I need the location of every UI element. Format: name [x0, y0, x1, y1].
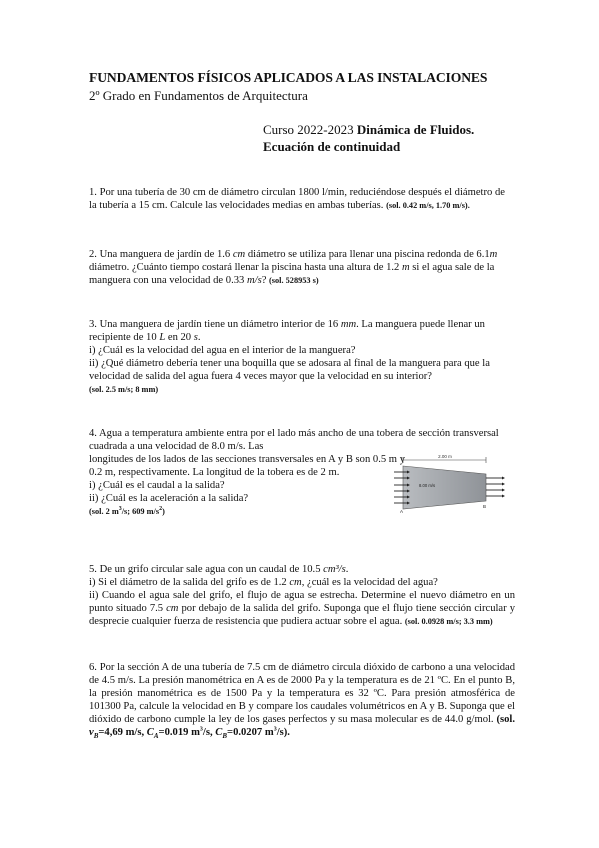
problem-6 — [89, 661, 515, 744]
subscript: B — [222, 732, 228, 741]
superscript: 3 — [199, 726, 203, 733]
unit: mm — [340, 319, 357, 330]
unit: cm — [166, 603, 179, 615]
speed-label: 8.00 m/s — [419, 483, 436, 488]
problem-2-solution: (sol. 528953 s) — [269, 276, 319, 286]
problem-5 — [89, 563, 515, 628]
problem-4-body — [89, 453, 407, 518]
problem-6-text: 6. Por la sección A de una tubería de 7.5 cm de diámetro circula dióxido de carbono a una velocidad de 4.5 m/s. La presión manométrica en A es de 2000 Pa y la temperatura es de 21 ºC. En el punto B, la presión manométrica es de 1500 Pa y la temperatura es 32 ºC. Para presión atmosférica de 101300 Pa, calcule la velocidad en B y compare los caudales volumétricos en A y B. Suponga que el dióxido de carbono cumple la ley de los gases perfectos y su masa molecular es de 44.0 g/mol. — [89, 662, 515, 726]
solution-text: =0.0207 m — [227, 727, 274, 739]
problem-4-text: 4. Agua a temperatura ambiente entra por el lado más ancho de una tobera de sección transversal cuadrada a una velocidad de 8.0 m/s. Las — [89, 428, 499, 453]
outlet-arrows — [486, 478, 502, 496]
problem-5-question-2: ii) Cuando el agua sale del grifo, el flujo de agua se estrecha. Determine el nuevo diámetro en un punto situado 7.5 — [89, 590, 515, 615]
problem-2-text: 2. Una manguera de jardín de 1.6 — [89, 249, 233, 260]
problem-3-text: . La manguera puede llenar un recipiente de 10 — [89, 319, 485, 344]
outlet-arrowheads — [502, 477, 505, 498]
problem-5-text: . — [345, 564, 349, 575]
document-title: FUNDAMENTOS FÍSICOS APLICADOS A LAS INSTALACIONES — [89, 70, 488, 85]
problem-3-question-2: ii) ¿Qué diámetro debería tener una boquilla que se adosara al final de la manguera para que la velocidad de salida del agua fuera 4 veces mayor que la velocidad en su interior? — [89, 358, 490, 383]
superscript: 2 — [159, 506, 163, 513]
problem-3-solution: (sol. 2.5 m/s; 8 mm) — [89, 385, 159, 395]
problem-4-solution — [89, 507, 165, 516]
course-heading — [263, 121, 563, 155]
problem-2-text: diámetro. ¿Cuánto tiempo costará llenar la piscina hasta una altura de 1.2 — [89, 262, 402, 274]
solution-symbol: C — [146, 727, 154, 739]
solution-text: (sol. 2 m — [89, 507, 119, 517]
point-a-label: A — [400, 509, 404, 514]
problem-1-solution: (sol. 0.42 m/s, 1.70 m/s). — [386, 201, 470, 211]
course-subtopic: Ecuación de continuidad — [263, 139, 401, 154]
course-year: Curso 2022-2023 — [263, 122, 357, 137]
problem-3-question-1: i) ¿Cuál es la velocidad del agua en el interior de la manguera? — [89, 345, 356, 357]
problem-3-text: en 20 — [165, 332, 194, 344]
unit: L — [159, 332, 166, 344]
solution-text: (sol. — [496, 714, 515, 726]
unit: m — [402, 262, 410, 274]
problem-5-question-1: i) Si el diámetro de la salida del grifo es de 1.2 — [89, 577, 290, 589]
solution-text: /s). — [276, 727, 290, 739]
problem-5-text: 5. De un grifo circular sale agua con un caudal de 10.5 — [89, 564, 324, 575]
problem-5-solution: (sol. 0.0928 m/s; 3.3 mm) — [404, 617, 493, 627]
problem-4-intro — [89, 427, 515, 453]
solution-text: =0.019 m — [158, 727, 200, 739]
problem-5-question-1: , ¿cuál es la velocidad del agua? — [301, 577, 438, 589]
problem-2-text: ? — [261, 275, 270, 287]
superscript: 3 — [273, 726, 277, 733]
unit: cm — [232, 249, 246, 260]
nozzle-figure — [393, 452, 518, 514]
unit: cm — [289, 577, 302, 589]
unit: s — [193, 332, 198, 344]
solution-text: ) — [162, 507, 165, 517]
problem-4-question-1: i) ¿Cuál es el caudal a la salida? — [89, 480, 225, 492]
subscript: B — [93, 732, 99, 741]
solution-text: /s; 609 m/s — [121, 507, 160, 517]
problem-3-text: 3. Una manguera de jardín tiene un diámetro interior de 16 — [89, 319, 341, 330]
course-topic: Dinámica de Fluidos. — [356, 122, 475, 137]
problem-3-text: . — [197, 332, 201, 344]
problem-1-text: 1. Por una tubería de 30 cm de diámetro circulan 1800 l/min, reduciéndose después el diámetro de la tubería a 15 cm. Calcule las velocidades medias en ambas tuberías. — [89, 187, 505, 212]
superscript: 3 — [118, 506, 122, 513]
problem-5-question-2: por debajo de la salida del grifo. Suponga que el flujo tiene sección circular y desprecie cualquier fuerza de resistencia que pudiera actuar sobre el agua. — [89, 603, 516, 628]
problem-2-text: diámetro se utiliza para llenar una piscina redonda de 6.1 — [245, 249, 490, 260]
solution-symbol: v — [89, 727, 94, 739]
problem-4-text: longitudes de los lados de las secciones transversales en A y B son 0.5 m y 0.2 m, respectivamente. La longitud de la tobera es de 2 m. — [89, 454, 405, 479]
problem-2-text: si el agua sale de la manguera con una velocidad de 0.33 — [89, 262, 495, 287]
unit: cm³/s — [323, 564, 346, 575]
unit: m — [489, 249, 498, 260]
unit: m/s — [246, 275, 262, 287]
problem-3 — [89, 318, 515, 397]
problem-1 — [89, 186, 515, 212]
document-subtitle: 2º Grado en Fundamentos de Arquitectura — [89, 88, 308, 103]
solution-symbol: C — [215, 727, 223, 739]
problem-4-question-2: ii) ¿Cuál es la aceleración a la salida? — [89, 493, 249, 505]
subscript: A — [153, 732, 159, 741]
solution-text: /s, — [202, 727, 216, 739]
solution-text: =4,69 m/s, — [98, 727, 147, 739]
problem-2 — [89, 248, 515, 287]
length-label: 2.00 m — [438, 454, 452, 459]
point-b-label: B — [483, 504, 487, 509]
nozzle-body — [403, 466, 486, 509]
